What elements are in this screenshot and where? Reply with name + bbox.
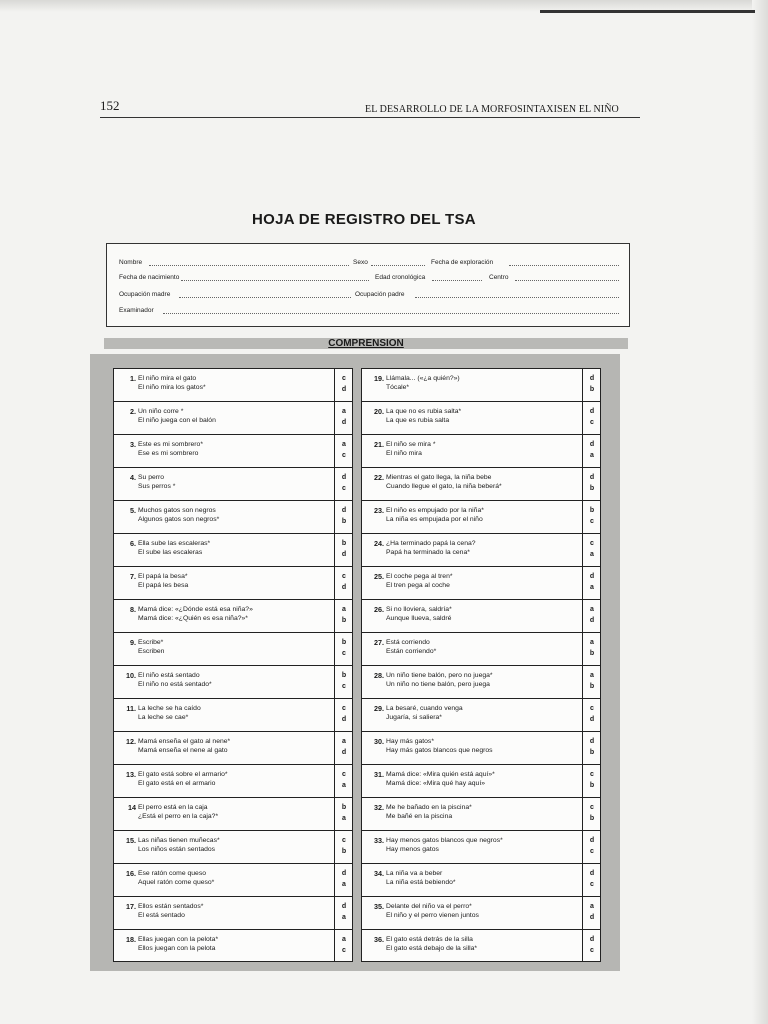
item-number: 26. [374, 605, 384, 614]
item-sentence-2: Mamá dice: «Mira qué hay aquí» [386, 780, 485, 787]
answer-option-1[interactable]: c [590, 804, 594, 811]
fecha-nacimiento-label: Fecha de nacimiento [119, 274, 180, 281]
item-sentence-2: Me bañé en la piscina [386, 813, 453, 820]
item-sentence-2: Cuando llegue el gato, la niña beberá* [386, 483, 502, 490]
item-sentence-1: La leche se ha caído [138, 705, 201, 712]
item-sentence-2: El gato está debajo de la silla* [386, 945, 478, 952]
item-sentence-2: Ese es mi sombrero [138, 450, 199, 457]
item-sentence-1: El papá la besa* [138, 573, 188, 580]
item-row [362, 468, 600, 501]
item-sentence-2: Los niños están sentados [138, 846, 216, 853]
item-sentence-1: Ellas juegan con la pelota* [138, 936, 219, 943]
answer-option-2[interactable]: b [589, 749, 595, 756]
answer-option-1[interactable]: d [341, 507, 347, 514]
item-number: 16. [126, 869, 136, 878]
answer-option-2[interactable]: a [342, 782, 346, 789]
item-row [114, 897, 352, 930]
item-row [362, 435, 600, 468]
answer-option-2[interactable]: c [590, 419, 594, 426]
item-number: 27. [374, 638, 384, 647]
answer-option-1[interactable]: a [342, 738, 346, 745]
section-band [104, 338, 628, 349]
item-row [362, 567, 600, 600]
edad-field[interactable] [432, 280, 482, 281]
answer-option-2[interactable]: c [342, 452, 346, 459]
item-row [362, 897, 600, 930]
answer-option-1[interactable]: d [589, 441, 595, 448]
page-edge [540, 10, 755, 13]
item-number: 20. [374, 407, 384, 416]
item-row [362, 402, 600, 435]
answer-option-1[interactable]: d [589, 936, 595, 943]
item-sentence-1: Escribe* [138, 639, 164, 646]
answer-option-1[interactable]: d [589, 408, 595, 415]
answer-option-1[interactable]: c [590, 705, 594, 712]
item-sentence-2: Papá ha terminado la cena* [386, 549, 470, 556]
answer-option-1[interactable]: c [342, 837, 346, 844]
answer-option-1[interactable]: c [342, 771, 346, 778]
answer-option-2[interactable]: a [590, 452, 594, 459]
answer-option-1[interactable]: b [341, 672, 347, 679]
item-sentence-2: Escriben [138, 648, 165, 655]
item-number: 29. [374, 704, 384, 713]
item-sentence-1: La niña va a beber [386, 870, 443, 877]
answer-option-2[interactable]: d [341, 551, 347, 558]
item-sentence-2: Tócale* [386, 384, 410, 391]
item-number: 34. [374, 869, 384, 878]
answer-option-2[interactable]: a [590, 584, 594, 591]
item-number: 21. [374, 440, 384, 449]
answer-option-1[interactable]: c [590, 540, 594, 547]
answer-option-1[interactable]: c [342, 705, 346, 712]
item-number: 1. [130, 374, 136, 383]
sexo-field[interactable] [371, 265, 425, 266]
item-sentence-2: Aquel ratón come queso* [138, 879, 215, 886]
item-number: 7. [130, 572, 136, 581]
item-number: 22. [374, 473, 384, 482]
answer-option-2[interactable]: d [589, 914, 595, 921]
answer-option-1[interactable]: d [341, 870, 347, 877]
answer-option-1[interactable]: d [341, 903, 347, 910]
centro-field[interactable] [515, 280, 619, 281]
ocupacion-madre-label: Ocupación madre [119, 291, 171, 298]
item-row [114, 930, 352, 963]
item-sentence-1: El niño se mira * [386, 441, 436, 448]
item-sentence-1: Las niñas tienen muñecas* [138, 837, 220, 844]
edad-label: Edad cronológica [375, 274, 426, 281]
answer-option-2[interactable]: c [590, 518, 594, 525]
item-sentence-1: Mamá enseña el gato al nene* [138, 738, 231, 745]
answer-option-1[interactable]: a [590, 606, 594, 613]
answer-option-2[interactable]: b [589, 650, 595, 657]
item-row [362, 369, 600, 402]
item-sentence-2: El niño mira los gatos* [138, 384, 206, 391]
ocupacion-madre-field[interactable] [179, 297, 351, 298]
item-row [362, 501, 600, 534]
item-sentence-1: Hay más gatos* [386, 738, 434, 745]
item-number: 31. [374, 770, 384, 779]
item-number: 36. [374, 935, 384, 944]
answer-option-1[interactable]: b [341, 804, 347, 811]
item-sentence-1: El coche pega al tren* [386, 573, 453, 580]
answer-option-1[interactable]: a [590, 672, 594, 679]
item-number: 24. [374, 539, 384, 548]
item-number: 8. [130, 605, 136, 614]
answer-option-2[interactable]: c [590, 881, 594, 888]
item-sentence-2: El niño no está sentado* [138, 681, 212, 688]
item-row [114, 402, 352, 435]
answer-option-1[interactable]: c [342, 375, 346, 382]
item-sentence-1: El gato está sobre el armario* [138, 771, 228, 778]
item-number: 6. [130, 539, 136, 548]
item-number: 14 [128, 803, 136, 812]
examinador-label: Examinador [119, 307, 154, 314]
answer-option-2[interactable]: b [589, 683, 595, 690]
item-number: 28. [374, 671, 384, 680]
item-number: 17. [126, 902, 136, 911]
form-row-2 [119, 274, 617, 284]
answer-option-1[interactable]: a [342, 936, 346, 943]
item-row [114, 798, 352, 831]
answer-option-2[interactable]: c [590, 848, 594, 855]
answer-option-2[interactable]: d [341, 419, 347, 426]
item-sentence-2: Un niño no tiene balón, pero juega [386, 681, 490, 688]
item-sentence-1: El niño mira el gato [138, 375, 197, 382]
item-sentence-1: El perro está en la caja [138, 804, 208, 811]
fecha-exploracion-field[interactable] [509, 265, 619, 266]
item-row [362, 864, 600, 897]
item-row [114, 435, 352, 468]
item-sentence-2: El está sentado [138, 912, 185, 919]
fecha-nacimiento-field[interactable] [181, 280, 369, 281]
answer-option-2[interactable]: d [589, 716, 595, 723]
answer-option-1[interactable]: d [589, 837, 595, 844]
item-sentence-1: Mientras el gato llega, la niña bebe [386, 474, 492, 481]
item-row [362, 765, 600, 798]
answer-option-1[interactable]: d [589, 474, 595, 481]
item-row [362, 699, 600, 732]
item-sentence-1: Ese ratón come queso [138, 870, 207, 877]
scan-shadow-right [752, 0, 768, 1024]
item-number: 13. [126, 770, 136, 779]
answer-option-2[interactable]: d [341, 386, 347, 393]
answer-option-1[interactable]: d [589, 375, 595, 382]
registration-form [106, 243, 630, 327]
comprehension-grid [90, 354, 620, 971]
item-sentence-2: Algunos gatos son negros* [138, 516, 220, 523]
item-number: 10. [126, 671, 136, 680]
item-sentence-2: El sube las escaleras [138, 549, 203, 556]
nombre-field[interactable] [149, 265, 349, 266]
item-sentence-1: Si no lloviera, saldría* [386, 606, 452, 613]
item-sentence-1: Mamá dice: «Mira quién está aquí»* [386, 771, 495, 778]
answer-option-2[interactable]: c [342, 650, 346, 657]
item-row [362, 600, 600, 633]
answer-option-2[interactable]: b [589, 386, 595, 393]
item-number: 5. [130, 506, 136, 515]
item-sentence-1: El niño es empujado por la niña* [386, 507, 484, 514]
item-row [362, 534, 600, 567]
item-row [362, 666, 600, 699]
examinador-field[interactable] [163, 313, 619, 314]
item-row [362, 732, 600, 765]
form-row-4 [119, 307, 617, 317]
item-sentence-1: Delante del niño va el perro* [386, 903, 472, 910]
answer-option-2[interactable]: a [590, 551, 594, 558]
answer-option-2[interactable]: a [342, 914, 346, 921]
item-row [362, 798, 600, 831]
item-sentence-1: Su perro [138, 474, 165, 481]
answer-option-2[interactable]: d [341, 749, 347, 756]
item-sentence-2: ¿Está el perro en la caja?* [138, 813, 219, 820]
items-column-right [361, 368, 601, 962]
answer-option-2[interactable]: c [342, 947, 346, 954]
item-number: 18. [126, 935, 136, 944]
item-row [362, 831, 600, 864]
item-sentence-1: El niño está sentado [138, 672, 200, 679]
answer-option-1[interactable]: c [342, 573, 346, 580]
fecha-exploracion-label: Fecha de exploración [431, 259, 494, 266]
item-sentence-1: El gato está detrás de la silla [386, 936, 473, 943]
item-sentence-2: Hay más gatos blancos que negros [386, 747, 493, 754]
form-row-3 [119, 291, 617, 301]
answer-option-1[interactable]: d [589, 738, 595, 745]
item-number: 33. [374, 836, 384, 845]
answer-option-2[interactable]: c [342, 683, 346, 690]
item-sentence-2: Jugaría, si saliera* [386, 714, 442, 721]
item-sentence-2: El tren pega al coche [386, 582, 450, 589]
page-title: HOJA DE REGISTRO DEL TSA [252, 211, 476, 228]
answer-option-2[interactable]: b [589, 782, 595, 789]
item-sentence-2: Están corriendo* [386, 648, 437, 655]
ocupacion-padre-field[interactable] [415, 297, 619, 298]
item-row [114, 732, 352, 765]
item-sentence-2: El niño juega con el balón [138, 417, 216, 424]
answer-option-1[interactable]: d [589, 573, 595, 580]
item-number: 9. [130, 638, 136, 647]
item-number: 32. [374, 803, 384, 812]
item-number: 35. [374, 902, 384, 911]
item-sentence-2: La leche se cae* [138, 714, 189, 721]
item-sentence-2: Mamá enseña el nene al gato [138, 747, 228, 754]
running-head: EL DESARROLLO DE LA MORFOSINTAXISEN EL NIÑO [365, 104, 619, 115]
items-column-left [113, 368, 353, 962]
item-number: 4. [130, 473, 136, 482]
item-row [114, 369, 352, 402]
answer-option-1[interactable]: d [589, 870, 595, 877]
item-number: 19. [374, 374, 384, 383]
header-rule [100, 117, 640, 118]
item-number: 3. [130, 440, 136, 449]
item-row [114, 600, 352, 633]
item-number: 30. [374, 737, 384, 746]
answer-option-2[interactable]: b [341, 518, 347, 525]
item-row [114, 831, 352, 864]
item-sentence-1: Un niño tiene balón, pero no juega* [386, 672, 493, 679]
form-row-1 [119, 259, 617, 269]
item-sentence-2: La que es rubia salta [386, 417, 450, 424]
item-sentence-1: Llámala... («¿a quién?») [386, 375, 460, 382]
ocupacion-padre-label: Ocupación padre [355, 291, 405, 298]
item-sentence-1: Muchos gatos son negros [138, 507, 216, 514]
item-sentence-1: Ella sube las escaleras* [138, 540, 211, 547]
answer-option-1[interactable]: d [341, 474, 347, 481]
answer-option-2[interactable]: d [341, 716, 347, 723]
answer-option-2[interactable]: d [589, 617, 595, 624]
answer-option-2[interactable]: b [341, 617, 347, 624]
answer-option-2[interactable]: c [342, 485, 346, 492]
nombre-label: Nombre [119, 259, 143, 266]
answer-option-1[interactable]: a [342, 408, 346, 415]
item-row [114, 534, 352, 567]
answer-option-1[interactable]: b [341, 639, 347, 646]
item-sentence-1: La que no es rubia salta* [386, 408, 462, 415]
item-sentence-2: El niño y el perro vienen juntos [386, 912, 479, 919]
item-row [114, 468, 352, 501]
page-number: 152 [100, 98, 120, 113]
item-row [114, 666, 352, 699]
centro-label: Centro [489, 274, 509, 281]
answer-option-1[interactable]: b [341, 540, 347, 547]
item-sentence-2: El niño mira [386, 450, 422, 457]
item-number: 2. [130, 407, 136, 416]
item-row [114, 501, 352, 534]
item-row [114, 864, 352, 897]
answer-option-2[interactable]: a [342, 815, 346, 822]
item-row [114, 567, 352, 600]
answer-option-1[interactable]: a [590, 903, 594, 910]
answer-option-2[interactable]: b [589, 485, 595, 492]
item-sentence-2: Mamá dice: «¿Quién es esa niña?»* [138, 615, 248, 622]
item-row [362, 930, 600, 963]
section-title: COMPRENSION [328, 338, 404, 349]
item-sentence-2: El gato está en el armario [138, 780, 216, 787]
item-row [114, 765, 352, 798]
answer-option-1[interactable]: a [342, 606, 346, 613]
answer-option-2[interactable]: d [341, 584, 347, 591]
item-sentence-1: Está corriendo [386, 639, 430, 646]
item-sentence-1: ¿Ha terminado papá la cena? [386, 540, 476, 547]
item-row [114, 633, 352, 666]
answer-option-1[interactable]: b [589, 507, 595, 514]
answer-option-2[interactable]: b [341, 848, 347, 855]
answer-option-2[interactable]: b [589, 815, 595, 822]
item-row [362, 633, 600, 666]
item-sentence-2: El papá les besa [138, 582, 189, 589]
item-sentence-2: Sus perros * [138, 483, 176, 490]
item-sentence-1: La besaré, cuando venga [386, 705, 463, 712]
item-sentence-2: Aunque llueva, saldré [386, 615, 452, 622]
item-sentence-1: Hay menos gatos blancos que negros* [386, 837, 503, 844]
item-number: 15. [126, 836, 136, 845]
item-sentence-2: Hay menos gatos [386, 846, 439, 853]
item-number: 11. [126, 704, 136, 713]
item-number: 25. [374, 572, 384, 581]
item-sentence-2: La niña es empujada por el niño [386, 516, 483, 523]
item-sentence-1: Un niño corre * [138, 408, 184, 415]
answer-option-1[interactable]: a [342, 441, 346, 448]
answer-option-1[interactable]: a [590, 639, 594, 646]
item-number: 23. [374, 506, 384, 515]
item-sentence-2: La niña está bebiendo* [386, 879, 456, 886]
answer-option-2[interactable]: a [342, 881, 346, 888]
item-number: 12. [126, 737, 136, 746]
item-sentence-1: Este es mi sombrero* [138, 441, 203, 448]
item-row [114, 699, 352, 732]
item-sentence-1: Ellos están sentados* [138, 903, 204, 910]
item-sentence-2: Ellos juegan con la pelota [138, 945, 216, 952]
answer-option-2[interactable]: c [590, 947, 594, 954]
sexo-label: Sexo [353, 259, 368, 266]
item-sentence-1: Mamá dice: «¿Dónde está esa niña?» [138, 606, 253, 613]
answer-option-1[interactable]: c [590, 771, 594, 778]
item-sentence-1: Me he bañado en la piscina* [386, 804, 472, 811]
